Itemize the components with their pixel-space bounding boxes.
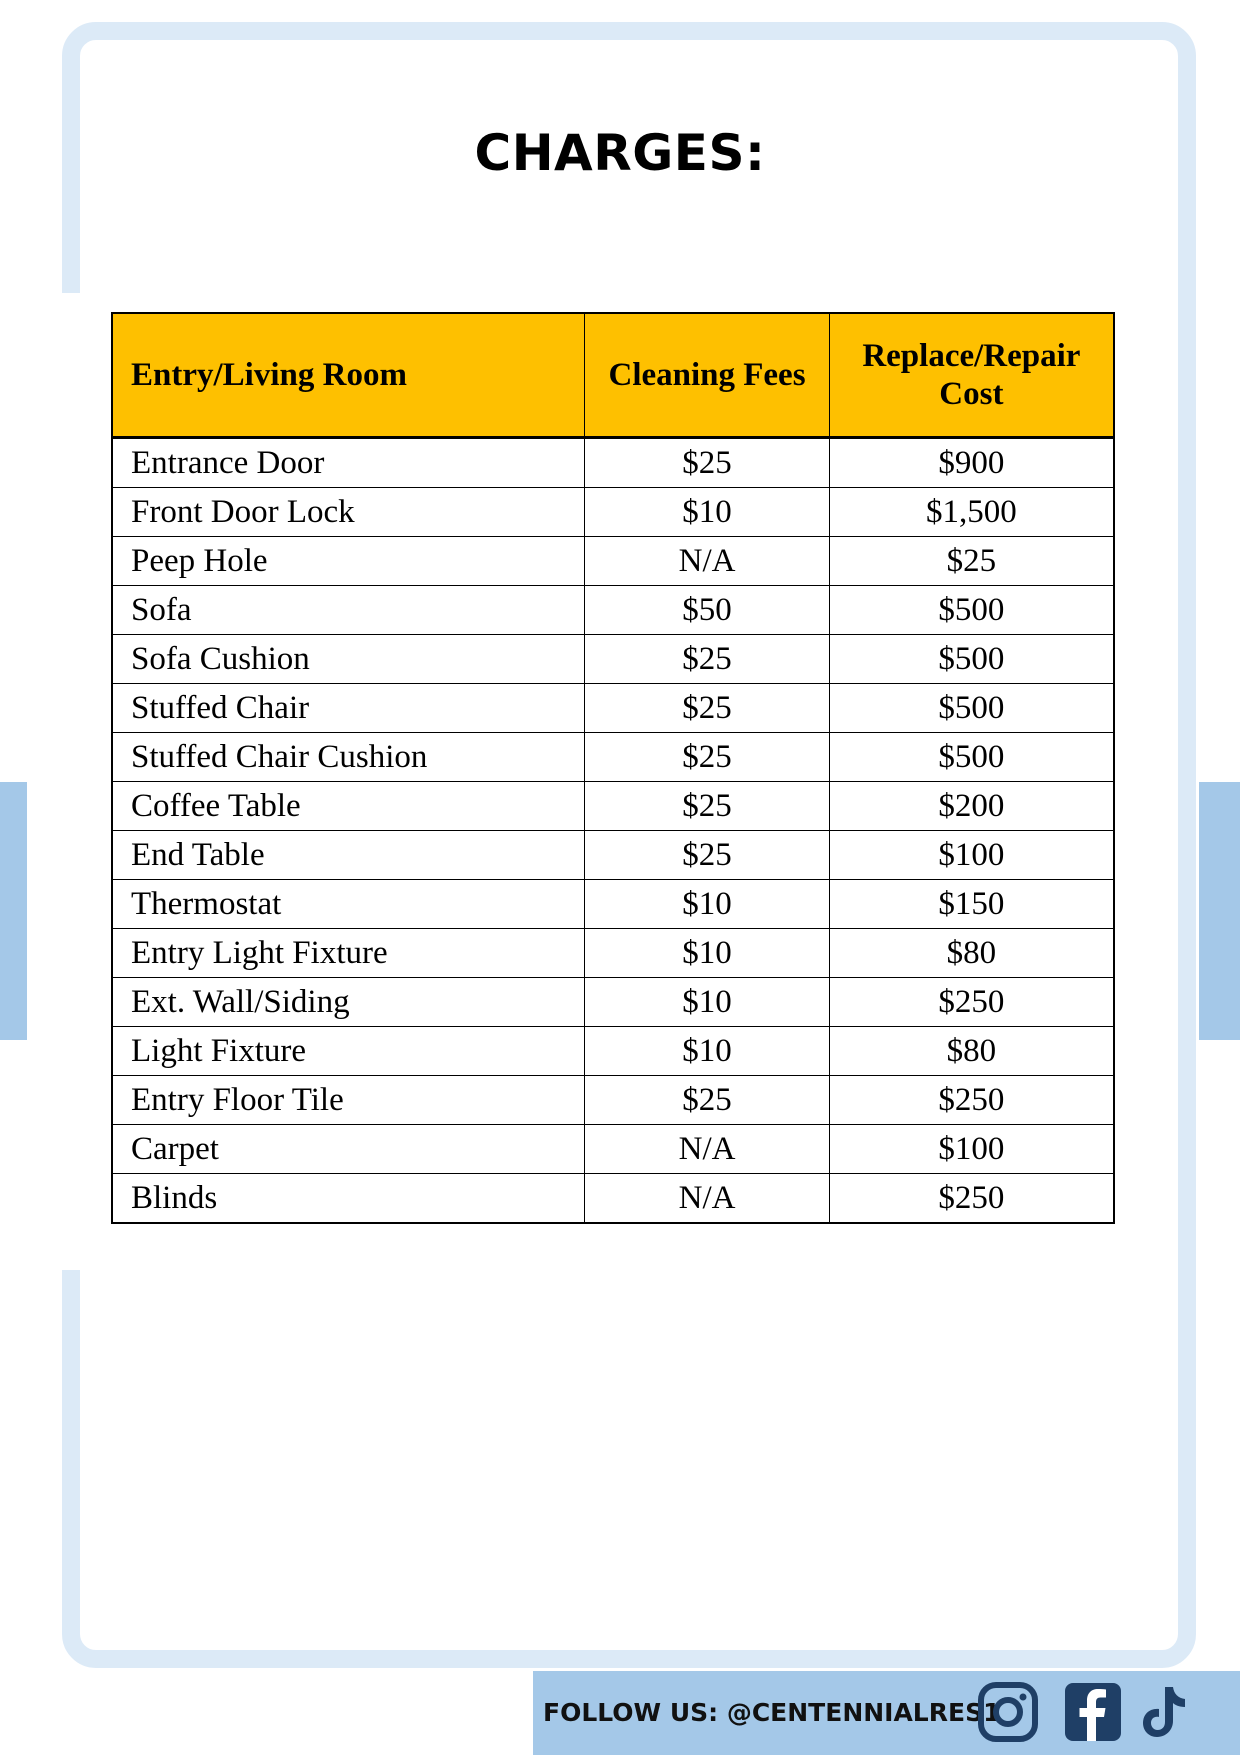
table-row <box>112 438 1114 488</box>
table-body <box>112 438 1114 1224</box>
item-name-cell: Entry Light Fixture <box>112 929 585 978</box>
item-name-cell: Blinds <box>112 1174 585 1224</box>
table-row <box>112 1125 1114 1174</box>
charges-table <box>111 312 1115 1224</box>
table-row <box>112 684 1114 733</box>
header-cleaning-fees: Cleaning Fees <box>585 313 829 438</box>
table-row <box>112 782 1114 831</box>
table-row <box>112 831 1114 880</box>
instagram-icon[interactable] <box>977 1681 1039 1743</box>
left-side-tab <box>0 782 27 1040</box>
cleaning-fee-cell: $25 <box>585 684 829 733</box>
replace-repair-cost-cell: $500 <box>829 733 1114 782</box>
table-row <box>112 586 1114 635</box>
replace-repair-cost-cell: $80 <box>829 1027 1114 1076</box>
follow-us-text: FOLLOW US: @CENTENNIALRES1 <box>543 1698 1001 1727</box>
replace-repair-cost-cell: $500 <box>829 684 1114 733</box>
item-name-cell: Entrance Door <box>112 438 585 488</box>
replace-repair-cost-cell: $150 <box>829 880 1114 929</box>
replace-repair-cost-cell: $250 <box>829 1174 1114 1224</box>
cleaning-fee-cell: $25 <box>585 831 829 880</box>
cleaning-fee-cell: $50 <box>585 586 829 635</box>
cleaning-fee-cell: $10 <box>585 929 829 978</box>
cleaning-fee-cell: $25 <box>585 635 829 684</box>
table-header <box>112 313 1114 438</box>
replace-repair-cost-cell: $250 <box>829 1076 1114 1125</box>
cleaning-fee-cell: $25 <box>585 782 829 831</box>
cleaning-fee-cell: N/A <box>585 1125 829 1174</box>
replace-repair-cost-cell: $80 <box>829 929 1114 978</box>
item-name-cell: Stuffed Chair Cushion <box>112 733 585 782</box>
cleaning-fee-cell: $25 <box>585 438 829 488</box>
cleaning-fee-cell: N/A <box>585 1174 829 1224</box>
item-name-cell: Carpet <box>112 1125 585 1174</box>
item-name-cell: Thermostat <box>112 880 585 929</box>
replace-repair-cost-cell: $1,500 <box>829 488 1114 537</box>
frame-gap <box>62 293 80 1270</box>
item-name-cell: Light Fixture <box>112 1027 585 1076</box>
page-title: CHARGES: <box>474 124 766 182</box>
replace-repair-cost-cell: $250 <box>829 978 1114 1027</box>
item-name-cell: Coffee Table <box>112 782 585 831</box>
item-name-cell: Front Door Lock <box>112 488 585 537</box>
item-name-cell: Sofa Cushion <box>112 635 585 684</box>
table-row <box>112 635 1114 684</box>
header-replace-repair-cost <box>829 313 1114 438</box>
replace-repair-cost-cell: $500 <box>829 586 1114 635</box>
table-row <box>112 1076 1114 1125</box>
table-row <box>112 1174 1114 1224</box>
tiktok-icon[interactable] <box>1139 1681 1189 1743</box>
item-name-cell: Ext. Wall/Siding <box>112 978 585 1027</box>
replace-repair-cost-cell: $25 <box>829 537 1114 586</box>
header-entry-living-room: Entry/Living Room <box>112 313 585 438</box>
item-name-cell: Sofa <box>112 586 585 635</box>
cleaning-fee-cell: $25 <box>585 733 829 782</box>
replace-repair-cost-cell: $100 <box>829 831 1114 880</box>
cleaning-fee-cell: $10 <box>585 1027 829 1076</box>
item-name-cell: Peep Hole <box>112 537 585 586</box>
table-row <box>112 537 1114 586</box>
replace-repair-cost-cell: $900 <box>829 438 1114 488</box>
table-row <box>112 488 1114 537</box>
cleaning-fee-cell: $25 <box>585 1076 829 1125</box>
facebook-icon[interactable] <box>1063 1681 1123 1743</box>
item-name-cell: Stuffed Chair <box>112 684 585 733</box>
cleaning-fee-cell: $10 <box>585 978 829 1027</box>
replace-repair-cost-cell: $100 <box>829 1125 1114 1174</box>
table-row <box>112 733 1114 782</box>
cleaning-fee-cell: $10 <box>585 488 829 537</box>
replace-repair-cost-cell: $500 <box>829 635 1114 684</box>
table-row <box>112 929 1114 978</box>
table-row <box>112 978 1114 1027</box>
cleaning-fee-cell: $10 <box>585 880 829 929</box>
replace-repair-cost-cell: $200 <box>829 782 1114 831</box>
footer-bar <box>533 1671 1240 1755</box>
item-name-cell: Entry Floor Tile <box>112 1076 585 1125</box>
table-row <box>112 1027 1114 1076</box>
right-side-tab <box>1199 782 1240 1040</box>
item-name-cell: End Table <box>112 831 585 880</box>
cleaning-fee-cell: N/A <box>585 537 829 586</box>
table-row <box>112 880 1114 929</box>
header-replace-repair-cost-label: Replace/Repair Cost <box>862 338 1081 412</box>
